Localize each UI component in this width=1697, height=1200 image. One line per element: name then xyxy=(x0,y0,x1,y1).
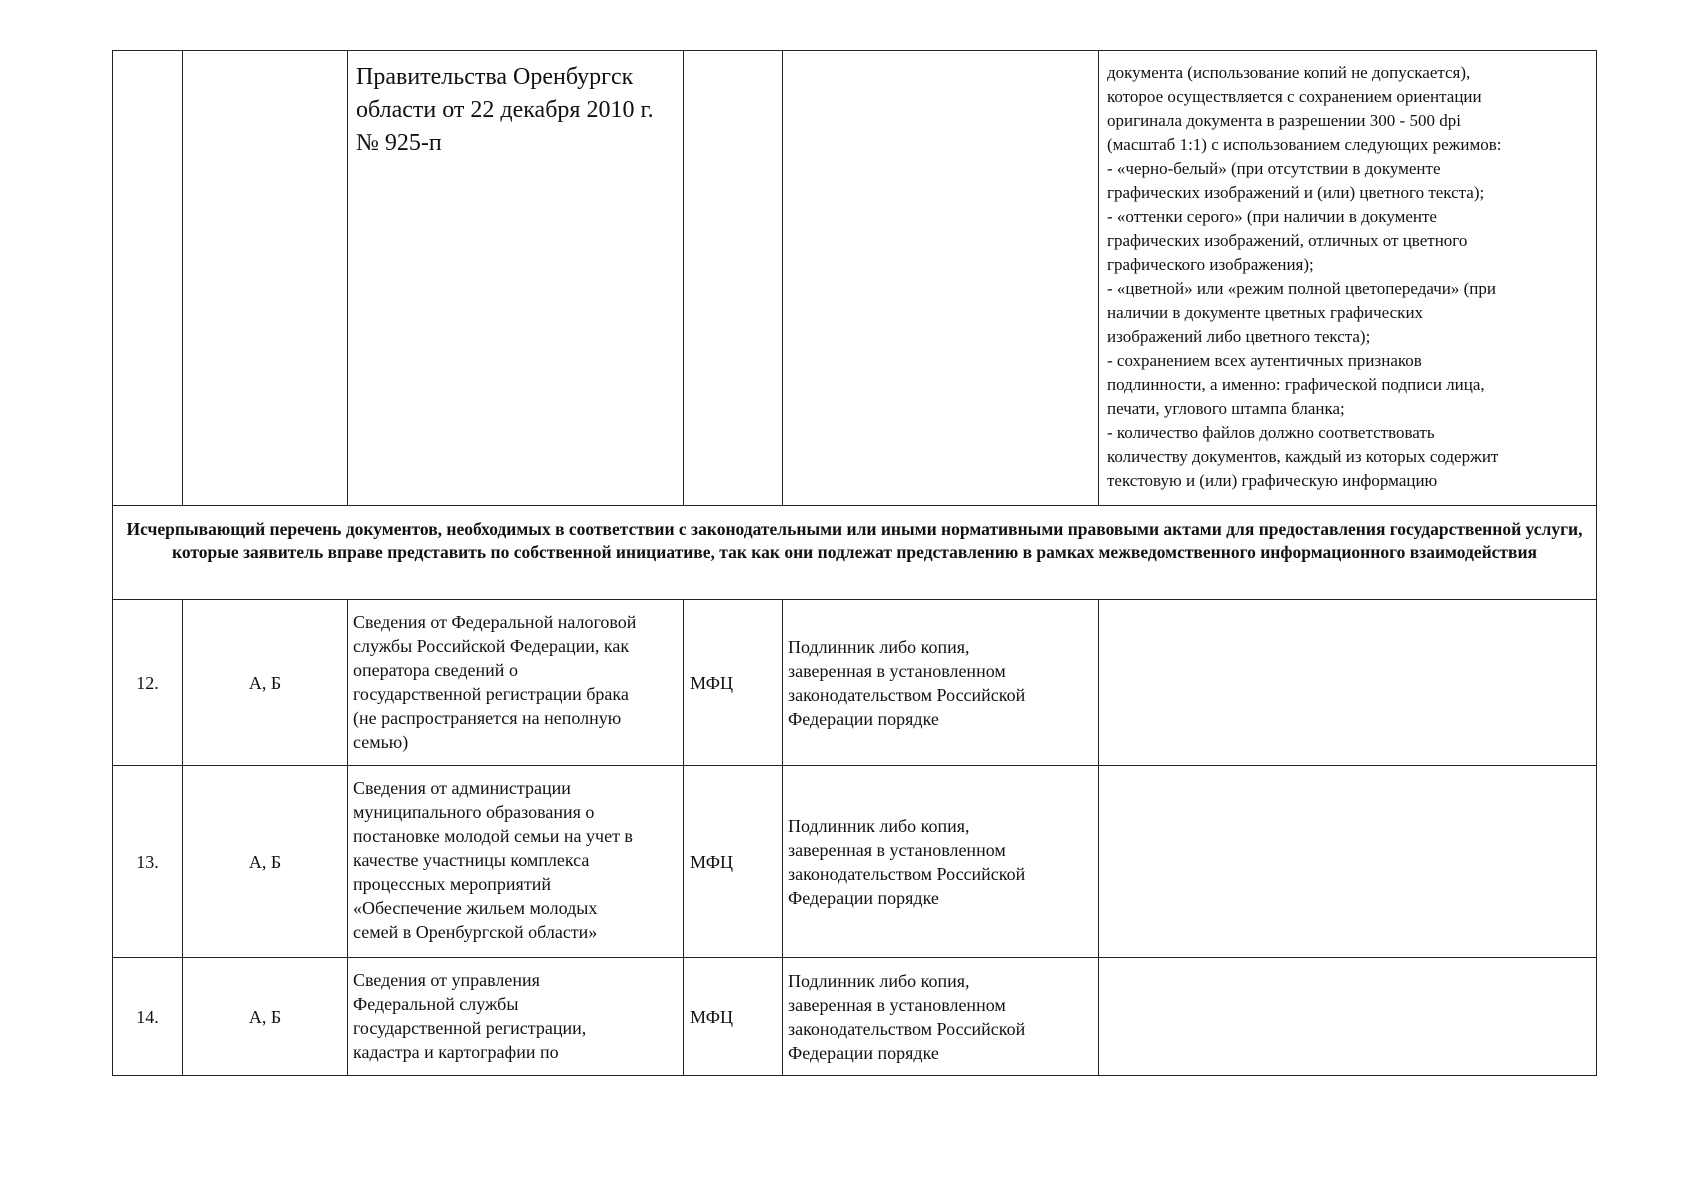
form-line: Подлинник либо копия, xyxy=(788,815,970,836)
requirement-line: - «оттенки серого» (при наличии в документе xyxy=(1107,207,1437,226)
form-line: заверенная в установленном xyxy=(788,660,1006,681)
document-line: семей в Оренбургской области» xyxy=(353,922,598,942)
form-line: Федерации порядке xyxy=(788,708,939,729)
row-document xyxy=(348,958,684,1076)
section-heading: Исчерпывающий перечень документов, необходимых в соответствии с законодательными или иными нормативными правовыми актами для предоставления государственной услуги, которые заявитель вправе представить по собственной инициативе, так как они подлежат представлению в рамках межведомственного информационного взаимодействия xyxy=(113,506,1597,600)
form-line: Подлинник либо копия, xyxy=(788,636,970,657)
row-number: 12. xyxy=(113,600,183,766)
cell-form-empty xyxy=(783,51,1099,506)
row-form xyxy=(783,958,1099,1076)
document-name-line: области от 22 декабря 2010 г. xyxy=(356,97,654,123)
form-line: законодательством Российской xyxy=(788,684,1026,705)
form-line: Подлинник либо копия, xyxy=(788,970,970,991)
requirement-line: графических изображений и (или) цветного текста); xyxy=(1107,183,1485,202)
row-provider: МФЦ xyxy=(684,958,783,1076)
row-applicants: А, Б xyxy=(183,600,348,766)
document-line: процессных мероприятий xyxy=(353,874,551,894)
form-line: Федерации порядке xyxy=(788,1042,939,1063)
requirement-line: (масштаб 1:1) с использованием следующих режимов: xyxy=(1107,135,1502,154)
document-line: Федеральной службы xyxy=(353,994,519,1014)
document-line: семью) xyxy=(353,732,409,752)
row-applicants: А, Б xyxy=(183,958,348,1076)
cell-requirements xyxy=(1099,51,1597,506)
requirement-line: которое осуществляется с сохранением ориентации xyxy=(1107,87,1482,106)
table-row xyxy=(113,766,1597,958)
document-line: государственной регистрации, xyxy=(353,1018,587,1038)
requirement-line: печати, углового штампа бланка; xyxy=(1107,399,1345,418)
requirement-line: - «черно-белый» (при отсутствии в документе xyxy=(1107,159,1441,178)
table-row xyxy=(113,958,1597,1076)
document-line: качестве участницы комплекса xyxy=(353,850,590,870)
document-line: (не распространяется на неполную xyxy=(353,708,622,728)
requirement-line: оригинала документа в разрешении 300 - 500 dpi xyxy=(1107,111,1461,130)
requirement-line: - количество файлов должно соответствовать xyxy=(1107,423,1435,442)
document-name-line: Правительства Оренбургск xyxy=(356,64,634,90)
form-line: законодательством Российской xyxy=(788,863,1026,884)
cell-number-empty xyxy=(113,51,183,506)
row-form xyxy=(783,600,1099,766)
cell-document-name xyxy=(348,51,684,506)
document-table-sheet xyxy=(112,50,1596,1076)
row-document xyxy=(348,766,684,958)
requirement-line: изображений либо цветного текста); xyxy=(1107,327,1371,346)
document-line: Сведения от управления xyxy=(353,970,540,990)
requirement-line: подлинности, а именно: графической подписи лица, xyxy=(1107,375,1485,394)
requirement-line: документа (использование копий не допускается), xyxy=(1107,63,1471,82)
cell-provider-empty xyxy=(684,51,783,506)
row-provider: МФЦ xyxy=(684,600,783,766)
document-line: оператора сведений о xyxy=(353,660,518,680)
form-line: законодательством Российской xyxy=(788,1018,1026,1039)
document-name-line: № 925-п xyxy=(356,130,442,156)
document-line: постановке молодой семьи на учет в xyxy=(353,826,633,846)
cell-applicants-empty xyxy=(183,51,348,506)
row-number: 14. xyxy=(113,958,183,1076)
table-row xyxy=(113,600,1597,766)
requirement-line: наличии в документе цветных графических xyxy=(1107,303,1424,322)
documents-table xyxy=(112,50,1597,1076)
document-line: Сведения от администрации xyxy=(353,778,571,798)
requirement-line: - «цветной» или «режим полной цветопередачи» (при xyxy=(1107,279,1496,298)
requirement-line: - сохранением всех аутентичных признаков xyxy=(1107,351,1422,370)
row-requirements-empty xyxy=(1099,958,1597,1076)
requirement-line: графических изображений, отличных от цветного xyxy=(1107,231,1468,250)
row-requirements-empty xyxy=(1099,766,1597,958)
table-row-continuation xyxy=(113,51,1597,506)
document-line: кадастра и картографии по xyxy=(353,1042,559,1062)
row-form xyxy=(783,766,1099,958)
form-line: Федерации порядке xyxy=(788,887,939,908)
row-document xyxy=(348,600,684,766)
row-applicants: А, Б xyxy=(183,766,348,958)
row-requirements-empty xyxy=(1099,600,1597,766)
form-line: заверенная в установленном xyxy=(788,839,1006,860)
requirement-line: текстовую и (или) графическую информацию xyxy=(1107,471,1438,490)
requirement-line: графического изображения); xyxy=(1107,255,1314,274)
document-line: муниципального образования о xyxy=(353,802,595,822)
document-line: государственной регистрации брака xyxy=(353,684,629,704)
row-provider: МФЦ xyxy=(684,766,783,958)
row-number: 13. xyxy=(113,766,183,958)
document-line: «Обеспечение жильем молодых xyxy=(353,898,598,918)
requirement-line: количеству документов, каждый из которых содержит xyxy=(1107,447,1499,466)
document-line: службы Российской Федерации, как xyxy=(353,636,630,656)
form-line: заверенная в установленном xyxy=(788,994,1006,1015)
document-line: Сведения от Федеральной налоговой xyxy=(353,612,637,632)
section-heading-row xyxy=(113,506,1597,600)
